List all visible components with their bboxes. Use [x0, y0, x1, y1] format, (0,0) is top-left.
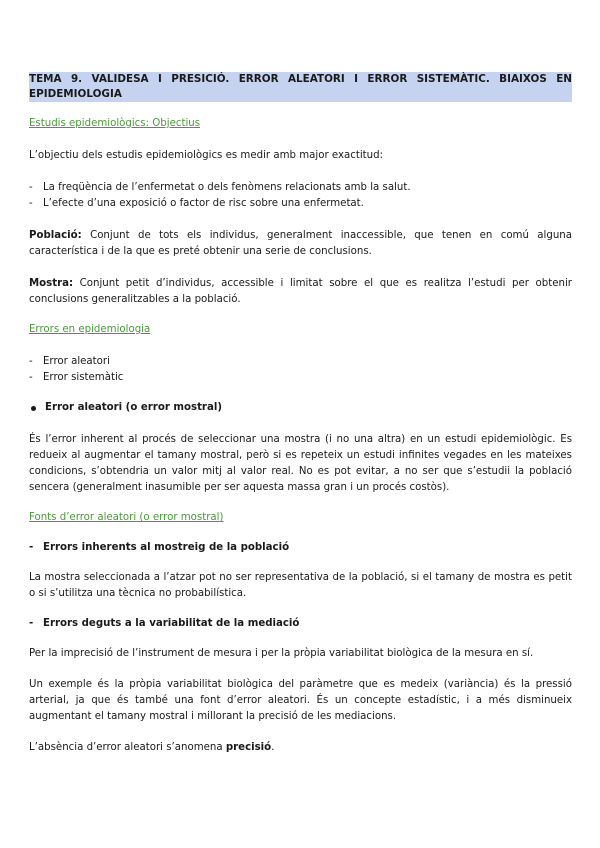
objectius-intro: L’objectiu dels estudis epidemiològics es medir amb major exactitud: — [29, 150, 384, 161]
precisio-prefix: L’absència d’error aleatori s’anomena — [29, 742, 226, 753]
mostra-definition — [29, 276, 572, 308]
section-heading-errors: Errors en epidemiologia — [29, 324, 151, 335]
mostra-label: Mostra: — [29, 278, 74, 289]
mostreig-heading: - Errors inherents al mostreig de la població — [29, 540, 572, 556]
error-aleatori-paragraph: És l’error inherent al procés de seleccionar una mostra (i no una altra) en un estudi epidemiològic. Es redueix al augmentar el tamany mostral, però si es repeteix un estudi infinites vegades en les mateixes condicions, s’obtendria un valor mitj al valor real. No es pot evitar, a no ser que s’estudii la població sencera (generalment inasumible per ser aquesta massa gran i un procés costòs). — [29, 434, 572, 493]
list-item: - Error sistemàtic — [29, 370, 572, 386]
precisio-sentence — [29, 740, 572, 756]
poblacio-definition — [29, 228, 572, 260]
section-heading-objectius: Estudis epidemiològics: Objectius — [29, 118, 201, 129]
error-aleatori-heading: Error aleatori (o error mostral) — [29, 400, 572, 416]
objectius-list — [29, 180, 572, 212]
list-item: - Error aleatori — [29, 354, 572, 370]
list-item: - L’efecte d’una exposició o factor de risc sobre una enfermetat. — [29, 196, 572, 212]
mostra-text: Conjunt petit d’individus, accessible i limitat sobre el que es realitza l’estudi per obtenir conclusions generalitzables a la població. — [29, 278, 572, 305]
poblacio-text: Conjunt de tots els individus, generalment inaccessible, que tenen en comú alguna característica i de la que es preté obtenir una serie de conclusions. — [29, 230, 572, 257]
precisio-term: precisió — [225, 742, 272, 753]
title-line-1: TEMA 9. VALIDESA I PRESICIÓ. ERROR ALEATORI I ERROR SISTEMÀTIC. BIAIXOS EN — [29, 73, 572, 85]
variabilitat-heading: - Errors deguts a la variabilitat de la mediació — [29, 616, 572, 632]
variabilitat-paragraph: Per la imprecisió de l’instrument de mesura i per la pròpia variabilitat biològica de la mesura en sí. — [29, 648, 534, 659]
list-item: - La freqüència de l’enfermetat o dels fenòmens relacionats amb la salut. — [29, 180, 572, 196]
mostreig-paragraph: La mostra seleccionada a l’atzar pot no ser representativa de la població, si el tamany de mostra es petit o si s’utilitza una tècnica no probabilística. — [29, 572, 572, 599]
errors-list — [29, 354, 572, 386]
poblacio-label: Població: — [29, 230, 82, 241]
document-page — [29, 72, 572, 756]
example-paragraph: Un exemple és la pròpia variabilitat biològica del paràmetre que es medeix (variància) és la pressió arterial, ja que és també una font d’error aleatori. És un concepte estadístic, i a més disminueix augmentant el tamany mostral i millorant la precisió de les mediacions. — [29, 679, 572, 722]
precisio-suffix: . — [271, 742, 275, 753]
section-heading-fonts: Fonts d’error aleatori (o error mostral) — [29, 512, 224, 523]
document-title — [29, 72, 572, 102]
title-line-2: EPIDEMIOLOGIA — [29, 88, 122, 100]
